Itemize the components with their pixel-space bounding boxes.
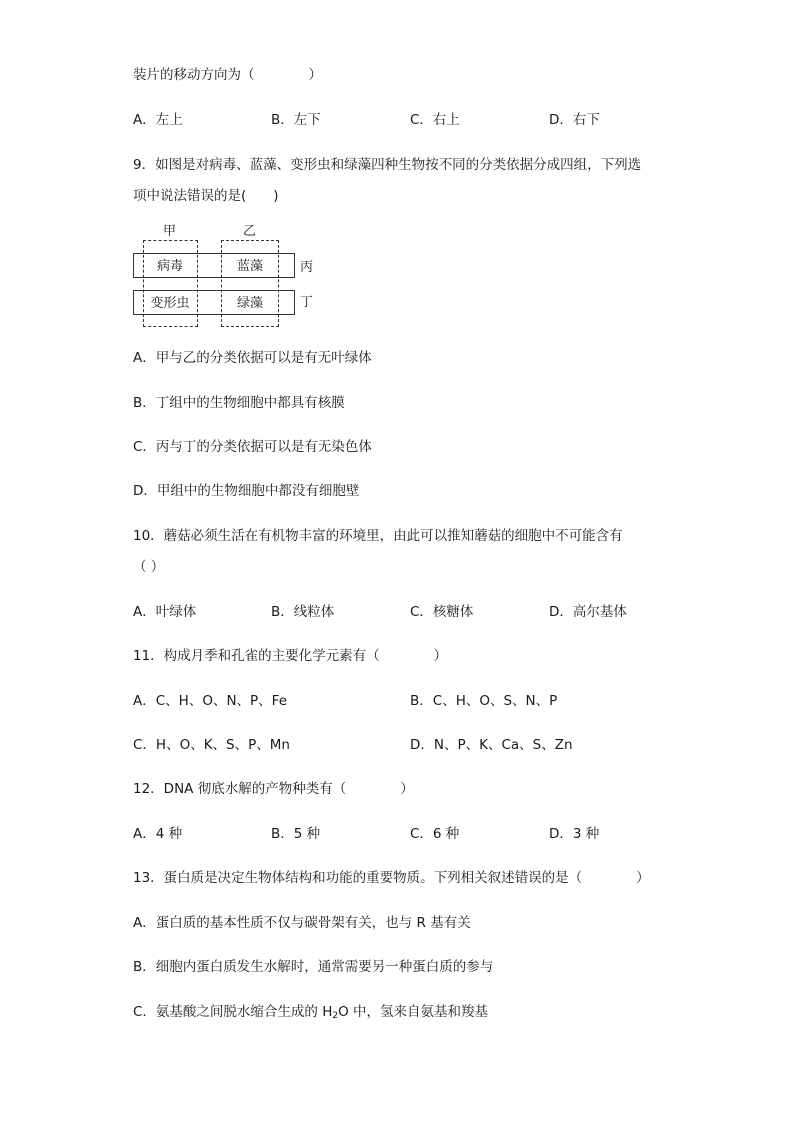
row-label-bing: 丙: [300, 260, 314, 275]
q8-option-a: A．左上: [133, 112, 183, 128]
question-11-stem: 11．构成月季和孔雀的主要化学元素有（ ）: [133, 648, 448, 664]
q12-option-d: D．3 种: [549, 826, 600, 842]
q9-option-d: D．甲组中的生物细胞中都没有细胞壁: [133, 483, 360, 499]
question-8-stem-tail: 装片的移动方向为（ ）: [133, 67, 322, 83]
cell-green-algae: 绿藻: [236, 296, 263, 311]
cell-amoeba: 变形虫: [150, 296, 190, 311]
q13-option-c-prefix: C．氨基酸之间脱水缩合生成的 H: [133, 1004, 333, 1020]
q12-option-a: A．4 种: [133, 826, 183, 842]
q13-option-b: B．细胞内蛋白质发生水解时，通常需要另一种蛋白质的参与: [133, 959, 494, 975]
q10-option-c: C．核糖体: [410, 604, 474, 620]
q11-option-c: C．H、O、K、S、P、Mn: [133, 737, 290, 753]
q10-option-b: B．线粒体: [271, 604, 335, 620]
cell-virus: 病毒: [156, 259, 183, 274]
column-label-yi: 乙: [243, 224, 257, 239]
cell-cyanobacteria: 蓝藻: [236, 259, 263, 274]
q13-option-c-suffix: O 中，氢来自氨基和羧基: [338, 1004, 489, 1020]
q13-option-c-subscript: 2: [332, 1011, 339, 1021]
q9-option-c: C．丙与丁的分类依据可以是有无染色体: [133, 439, 372, 455]
q9-option-b: B．丁组中的生物细胞中都具有核膜: [133, 395, 345, 411]
question-12-stem: 12．DNA 彻底水解的产物种类有（ ）: [133, 781, 414, 797]
column-label-jia: 甲: [163, 224, 177, 239]
q8-option-b: B．左下: [271, 112, 321, 128]
question-9-stem-line2: 项中说法错误的是( ): [133, 188, 279, 204]
q9-option-a: A．甲与乙的分类依据可以是有无叶绿体: [133, 350, 372, 366]
q12-option-c: C．6 种: [410, 826, 460, 842]
question-13-stem: 13．蛋白质是决定生物体结构和功能的重要物质。下列相关叙述错误的是（ ）: [133, 870, 650, 886]
question-10-stem-line2: （ ）: [133, 559, 165, 575]
q8-option-d: D．右下: [549, 112, 600, 128]
q10-option-a: A．叶绿体: [133, 604, 197, 620]
question-9-stem-line1: 9．如图是对病毒、蓝藻、变形虫和绿藻四种生物按不同的分类依据分成四组，下列选: [133, 157, 642, 173]
row-label-ding: 丁: [300, 295, 314, 310]
q12-option-b: B．5 种: [271, 826, 321, 842]
q11-option-b: B．C、H、O、S、N、P: [410, 693, 558, 709]
q11-option-a: A．C、H、O、N、P、Fe: [133, 693, 288, 709]
q11-option-d: D．N、P、K、Ca、S、Zn: [410, 737, 573, 753]
classification-diagram: [133, 222, 333, 332]
question-10-stem-line1: 10．蘑菇必须生活在有机物丰富的环境里，由此可以推知蘑菇的细胞中不可能含有: [133, 528, 623, 544]
q8-option-c: C．右上: [410, 112, 460, 128]
q10-option-d: D．高尔基体: [549, 604, 627, 620]
q13-option-c: [133, 1002, 488, 1026]
q13-option-a: A．蛋白质的基本性质不仅与碳骨架有关，也与 R 基有关: [133, 915, 471, 931]
